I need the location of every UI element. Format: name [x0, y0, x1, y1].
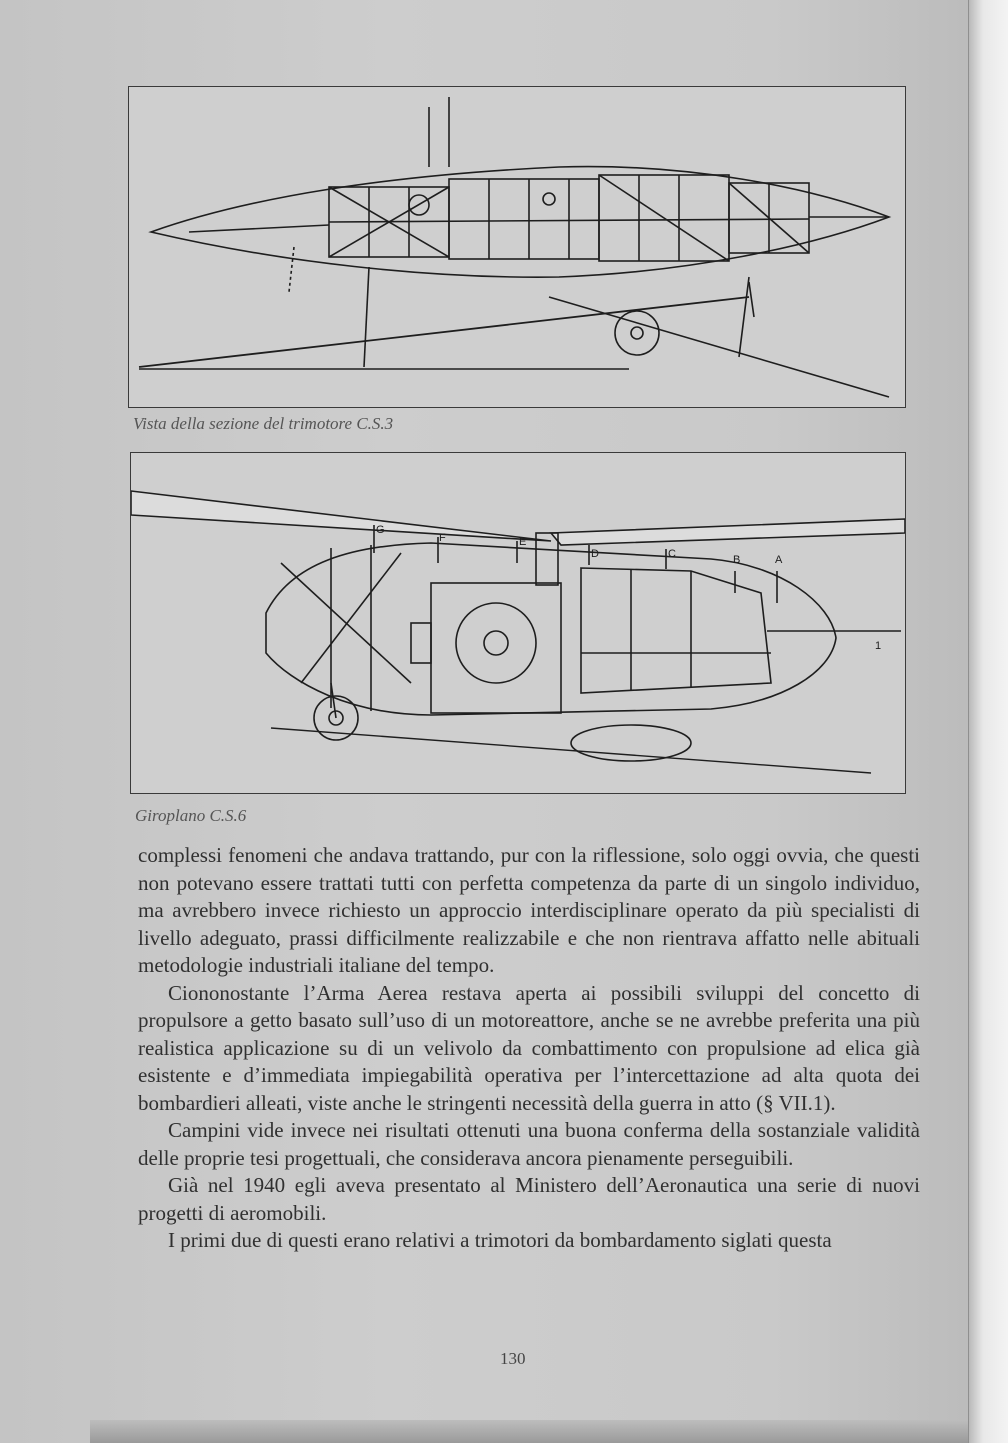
label-b: B: [733, 554, 741, 566]
label-1: 1: [875, 640, 882, 652]
figure-1-caption: Vista della sezione del trimotore C.S.3: [133, 414, 394, 433]
label-f: F: [439, 532, 446, 544]
paragraph-2: Ciononostante l’Arma Aerea restava aperta ai possibili sviluppi del concetto di propulsore a getto basato sull’uso di un motoreattore, anche se ne avrebbe preferita una più realistica applicazione su di un velivolo da combattimento con propulsione ad elica già esistente e d’immediata impiegabilità operativa per l’intercettazione ad alta quota dei bombardieri alleati, viste anche le stringenti necessità della guerra in atto (§ VII.1).: [138, 980, 920, 1115]
paragraph-3: Campini vide invece nei risultati ottenuti una buona conferma della sostanziale validità delle proprie tesi progettuali, che considerava ancora pienamente perseguibili.: [138, 1118, 920, 1170]
page-number: 130: [500, 1349, 526, 1368]
figure-2-caption: Giroplano C.S.6: [135, 806, 247, 825]
page-bottom-shadow: [90, 1420, 968, 1443]
paragraph-5: I primi due di questi erano relativi a trimotori da bombardamento siglati questa: [168, 1228, 832, 1252]
label-e: E: [519, 536, 527, 548]
label-a: A: [775, 554, 783, 566]
paragraph-1: complessi fenomeni che andava trattando, pur con la riflessione, solo oggi ovvia, che questi non potevano essere trattati tutti con perfetta competenza da parte di un singolo individuo, ma avrebbero invece richiesto un approccio interdisciplinare operato da più specialisti di livello adeguato, prassi difficilmente realizzabile e che non rientrava affatto nelle abituali metodologie industriali italiane del tempo.: [138, 843, 920, 977]
label-c: C: [668, 548, 676, 560]
body-text: [138, 842, 920, 1255]
figure-cs3-section: [128, 86, 906, 408]
book-spine-edge: [968, 0, 1008, 1443]
figure-cs6-autogyro: [130, 452, 906, 794]
label-d: D: [591, 548, 599, 560]
cs6-drawing: [131, 453, 905, 793]
label-g: G: [376, 524, 385, 536]
paragraph-4: Già nel 1940 egli aveva presentato al Ministero dell’Aeronautica una serie di nuovi progetti di aeromobili.: [138, 1173, 920, 1225]
cs3-drawing: [129, 87, 905, 407]
